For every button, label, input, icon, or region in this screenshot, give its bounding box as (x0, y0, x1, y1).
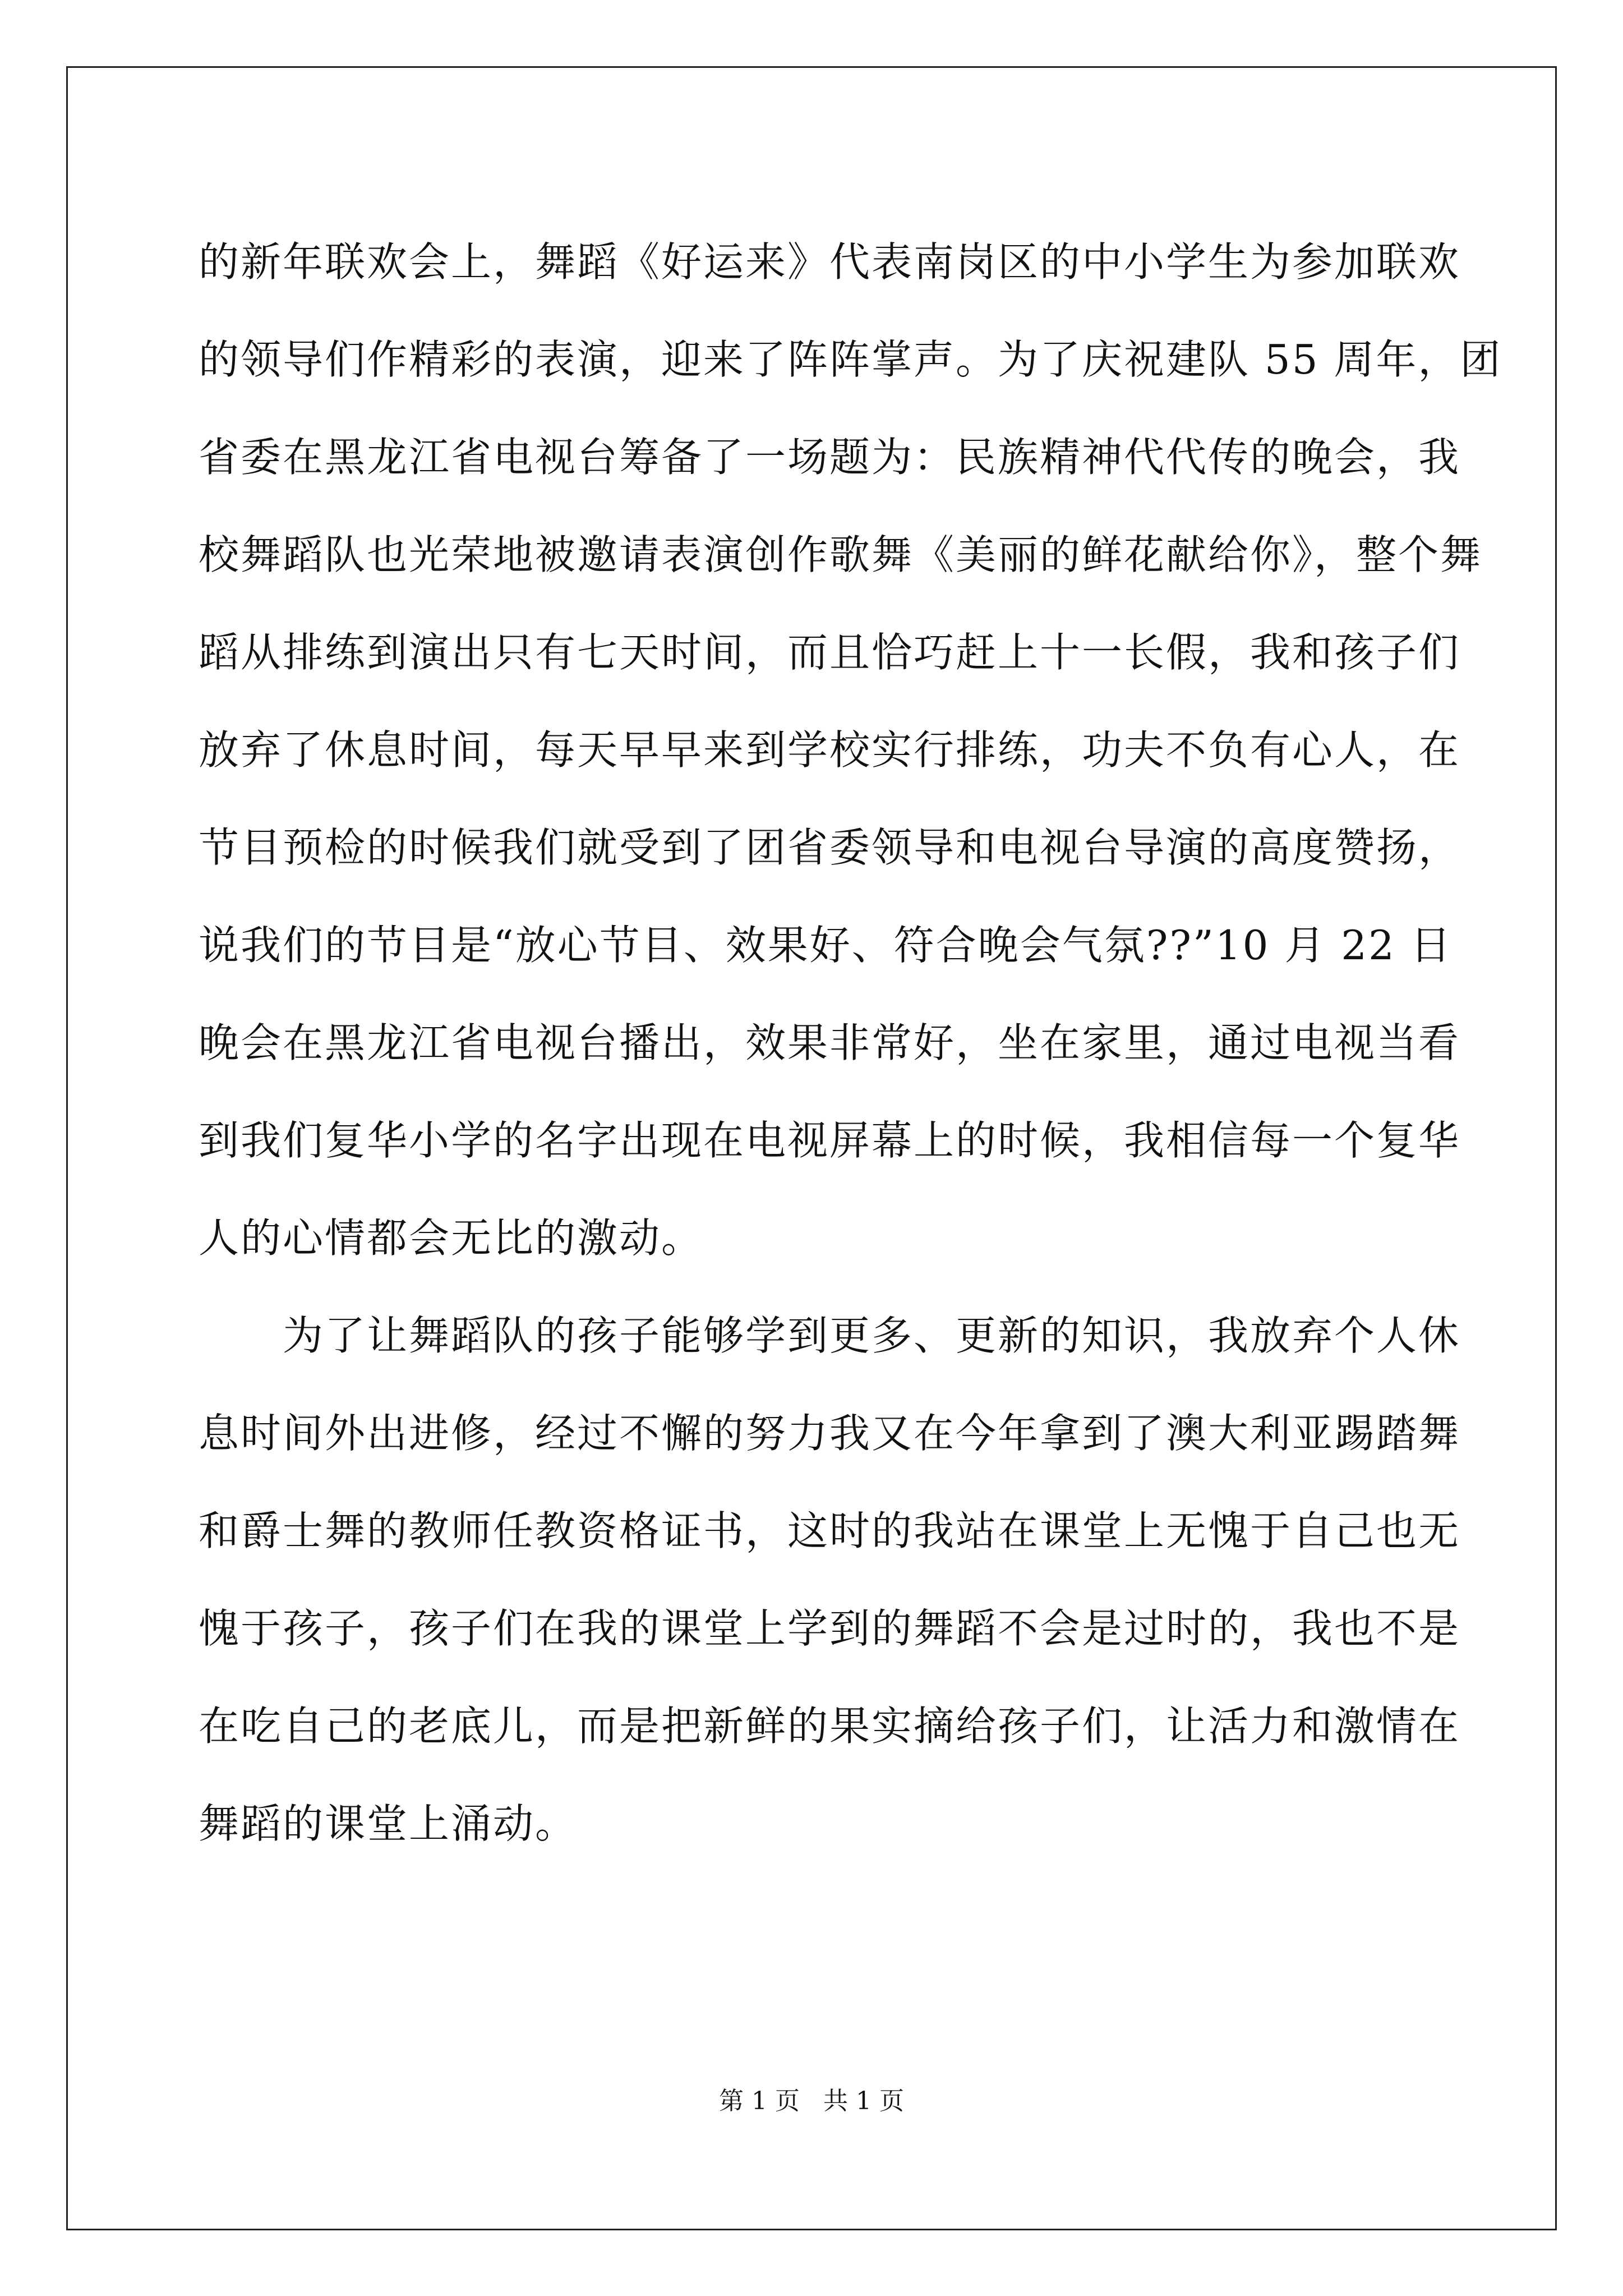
text-line: 的新年联欢会上，舞蹈《好运来》代表南岗区的中小学生为参加联欢 (199, 238, 1461, 286)
text-line: 放弃了休息时间，每天早早来到学校实行排练，功夫不负有心人，在 (199, 726, 1461, 774)
document-body (199, 213, 1502, 1872)
text-line: 蹈从排练到演出只有七天时间，而且恰巧赶上十一长假，我和孩子们 (199, 629, 1461, 676)
text-line: 舞蹈的课堂上涌动。 (199, 1800, 578, 1847)
text-line: 和爵士舞的教师任教资格证书，这时的我站在课堂上无愧于自己也无 (199, 1507, 1461, 1554)
text-line: 晚会在黑龙江省电视台播出，效果非常好，坐在家里，通过电视当看 (199, 1019, 1461, 1066)
paragraph-1 (199, 213, 1502, 1287)
text-line: 的领导们作精彩的表演，迎来了阵阵掌声。为了庆祝建队 55 周年，团 (199, 336, 1502, 383)
text-line: 省委在黑龙江省电视台筹备了一场题为：民族精神代代传的晚会，我 (199, 434, 1461, 481)
text-line: 息时间外出进修，经过不懈的努力我又在今年拿到了澳大利亚踢踏舞 (199, 1410, 1461, 1457)
text-line: 人的心情都会无比的激动。 (199, 1214, 704, 1262)
text-line: 节目预检的时候我们就受到了团省委领导和电视台导演的高度赞扬， (199, 824, 1461, 871)
text-line: 愧于孩子，孩子们在我的课堂上学到的舞蹈不会是过时的，我也不是 (199, 1605, 1461, 1652)
page-footer: 第 1 页 共 1 页 (719, 2087, 904, 2115)
text-line: 校舞蹈队也光荣地被邀请表演创作歌舞《美丽的鲜花献给你》，整个舞 (199, 531, 1483, 578)
text-line: 到我们复华小学的名字出现在电视屏幕上的时候，我相信每一个复华 (199, 1117, 1461, 1164)
text-line: 在吃自己的老底儿，而是把新鲜的果实摘给孩子们，让活力和激情在 (199, 1703, 1461, 1750)
text-line: 说我们的节目是“放心节目、效果好、符合晚会气氛??”10 月 22 日 (199, 922, 1453, 969)
text-line: 为了让舞蹈队的孩子能够学到更多、更新的知识，我放弃个人休 (283, 1312, 1461, 1359)
paragraph-2 (199, 1287, 1461, 1872)
